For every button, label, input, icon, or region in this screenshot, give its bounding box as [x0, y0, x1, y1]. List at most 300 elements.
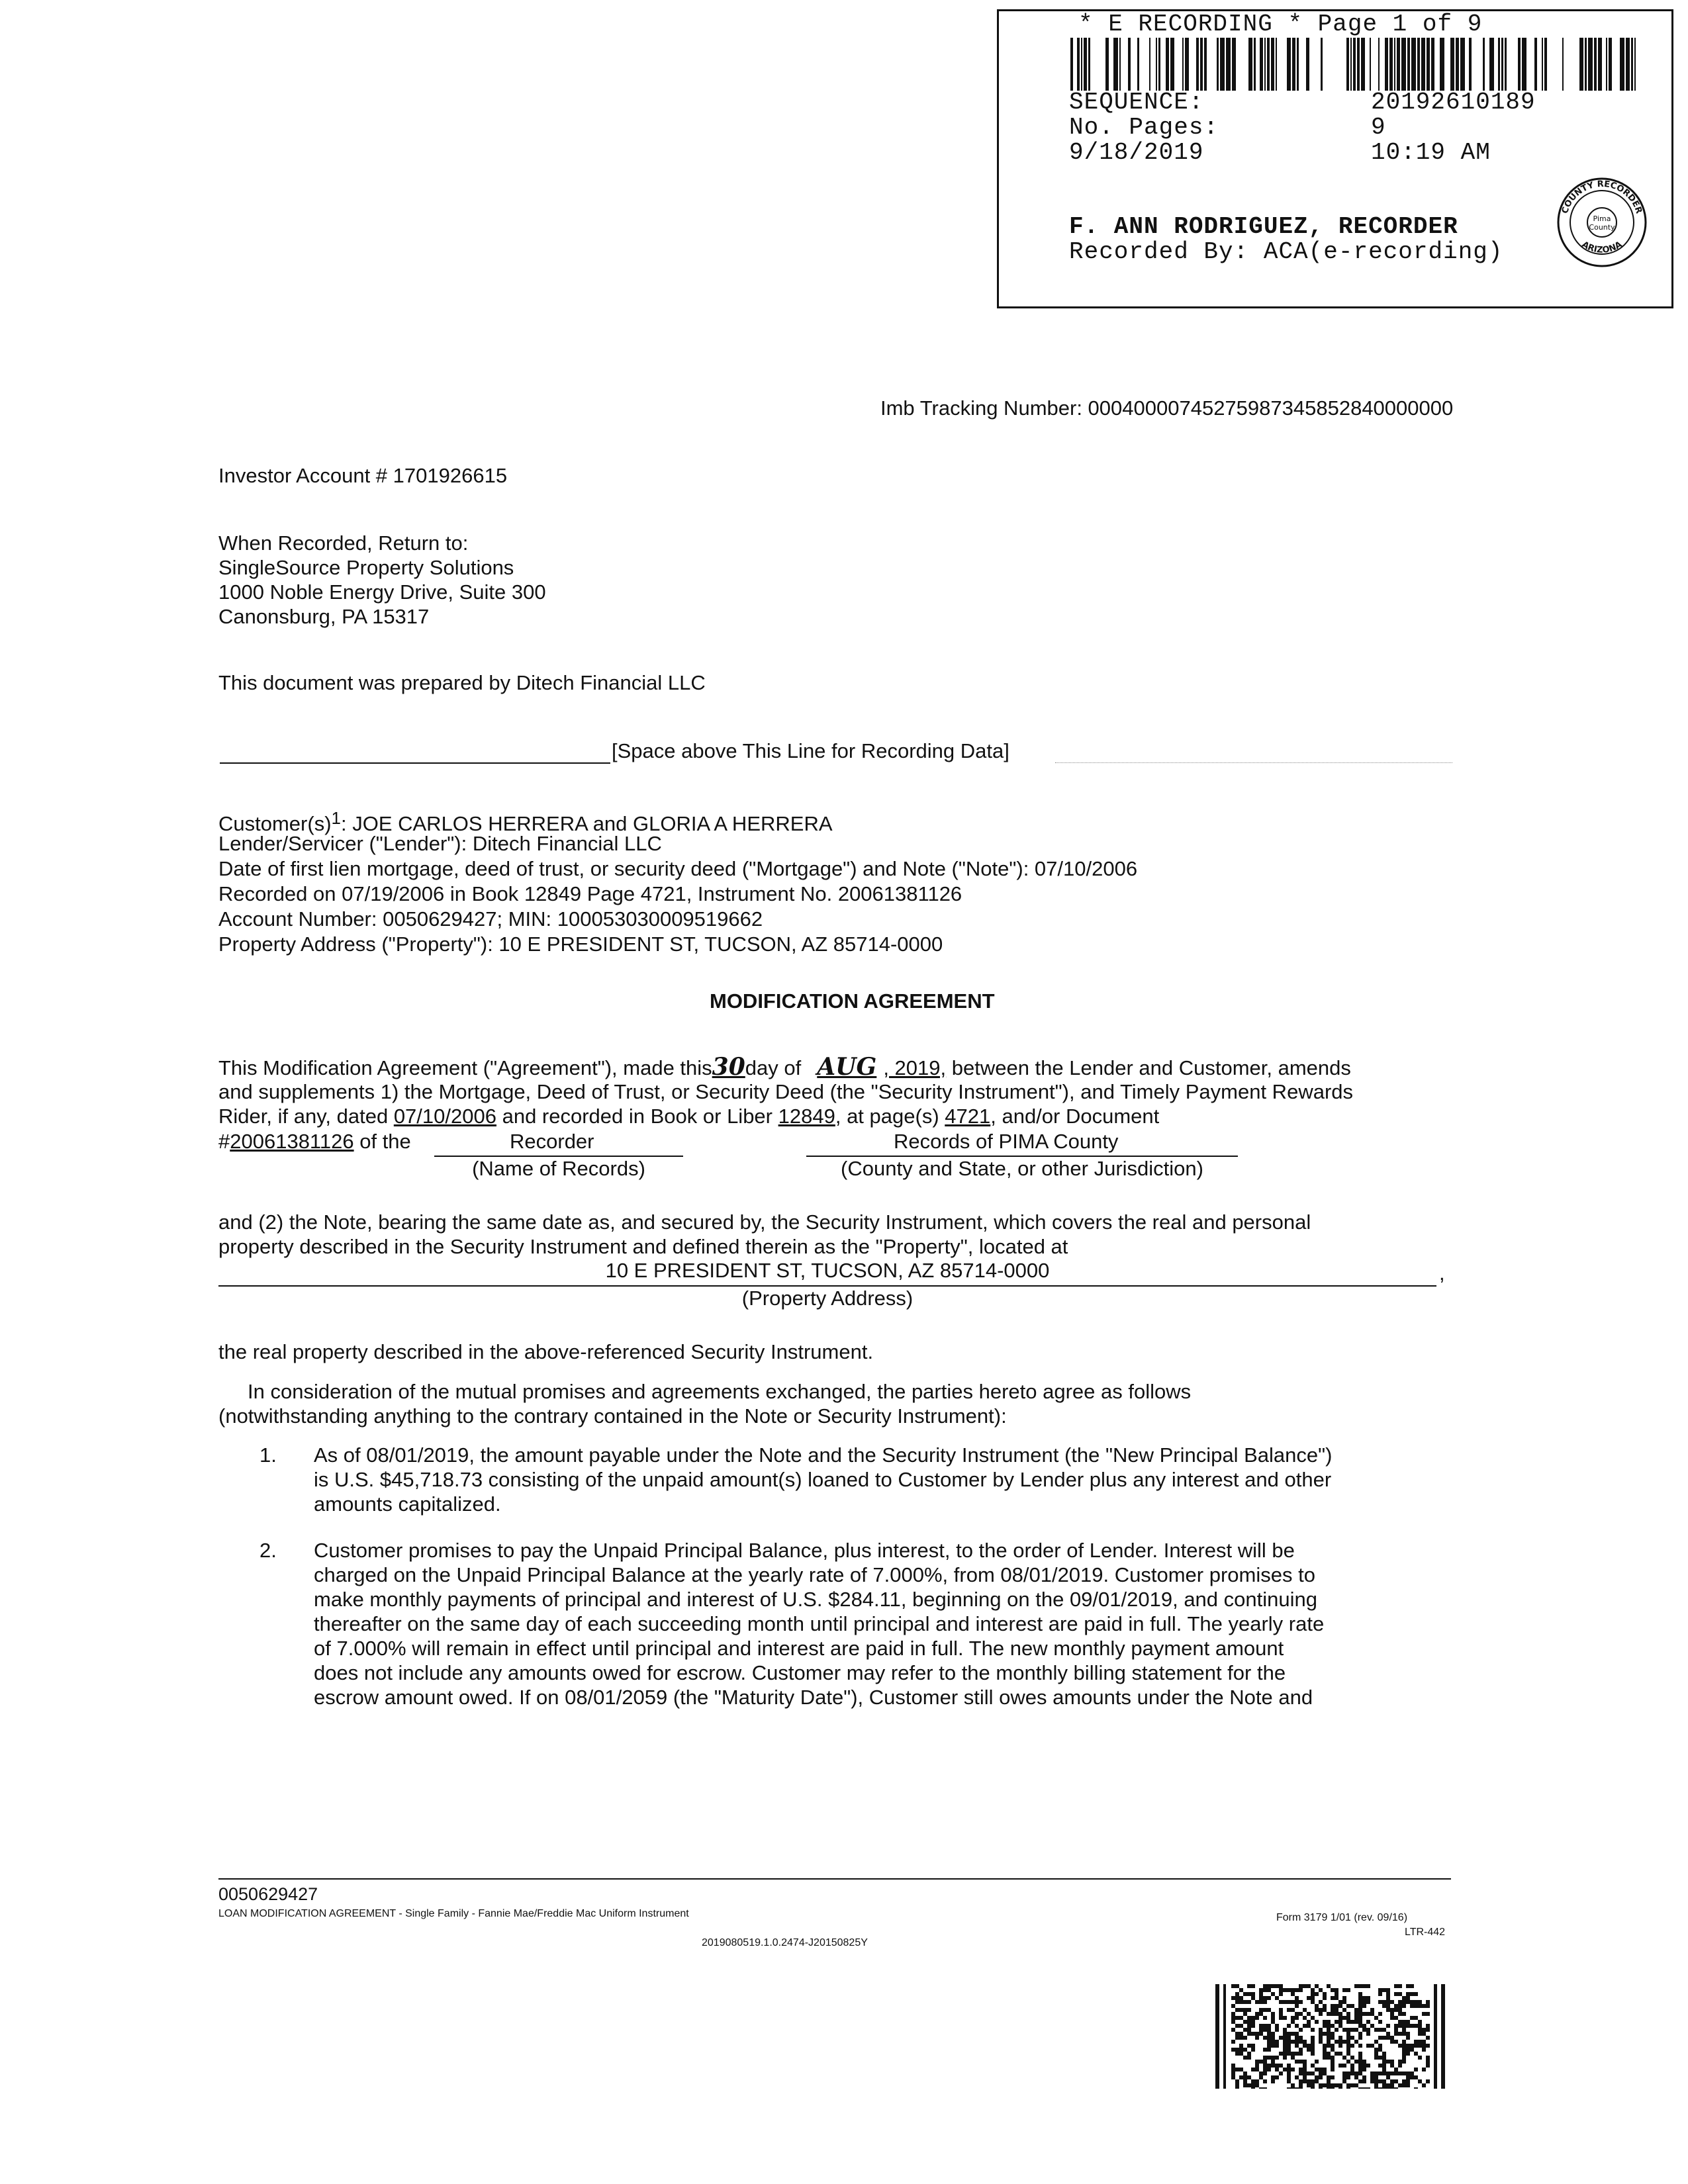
barcode-module	[1267, 1996, 1271, 2000]
recorded-on-line: Recorded on 07/19/2006 in Book 12849 Page 4721, Instrument No. 20061381126	[218, 882, 962, 905]
barcode-module	[1239, 1996, 1243, 2000]
barcode-module	[1291, 2056, 1295, 2060]
barcode-module	[1386, 2032, 1390, 2036]
barcode-module	[1267, 1988, 1271, 1992]
agreement-line-6: property described in the Security Instrument and defined therein as the "Property", located at	[218, 1235, 1068, 1258]
barcode-module	[1275, 2075, 1279, 2079]
barcode-module	[1374, 2048, 1378, 2052]
barcode-module	[1386, 2087, 1390, 2089]
barcode-module	[1426, 2012, 1430, 2016]
barcode-module	[1410, 2004, 1414, 2008]
barcode-module	[1346, 2075, 1350, 2079]
barcode-bar	[1276, 38, 1277, 91]
barcode-bar	[1361, 38, 1365, 91]
barcode-module	[1378, 2012, 1382, 2016]
barcode-module	[1394, 2008, 1398, 2012]
barcode-module	[1239, 1988, 1243, 1992]
barcode-module	[1426, 2028, 1430, 2032]
barcode-bar	[1522, 38, 1526, 91]
barcode-module	[1398, 1984, 1402, 1988]
barcode-bar	[1378, 38, 1380, 91]
barcode-module	[1358, 2087, 1362, 2089]
barcode-bar	[1077, 38, 1080, 91]
barcode-module	[1418, 2032, 1422, 2036]
barcode-module	[1287, 2068, 1291, 2071]
barcode-module	[1414, 2068, 1418, 2071]
barcode-frame-bar	[1434, 1984, 1437, 2089]
barcode-module	[1350, 2044, 1354, 2048]
barcode-module	[1346, 2032, 1350, 2036]
item-2-line-3: make monthly payments of principal and interest of U.S. $284.11, beginning on the 09/01/2019, and continuing	[314, 1588, 1317, 1611]
barcode-module	[1374, 2083, 1378, 2087]
barcode-module	[1299, 2036, 1303, 2040]
barcode-module	[1263, 2060, 1267, 2064]
barcode-bar	[1248, 38, 1252, 91]
barcode-module	[1239, 2000, 1243, 2004]
barcode-module	[1243, 2083, 1247, 2087]
barcode-module	[1283, 2016, 1287, 2020]
barcode-module	[1299, 2071, 1303, 2075]
barcode-module	[1382, 2064, 1386, 2068]
barcode-bar	[1421, 38, 1425, 91]
barcode-bar	[1217, 38, 1219, 91]
barcode-module	[1323, 2004, 1327, 2008]
barcode-module	[1382, 2087, 1386, 2089]
barcode-module	[1402, 2004, 1406, 2008]
barcode-module	[1422, 2004, 1426, 2008]
page-label: , at page(s)	[835, 1105, 945, 1128]
item-2-line-5: of 7.000% will remain in effect until principal and interest are paid in full. The new monthly payment amount	[314, 1637, 1284, 1660]
barcode-module	[1362, 2064, 1366, 2068]
barcode-bar	[1505, 38, 1507, 91]
barcode-module	[1303, 2075, 1307, 2079]
barcode-module	[1303, 1984, 1307, 1988]
property-address-value: 10 E PRESIDENT ST, TUCSON, AZ 85714-0000	[605, 1259, 1050, 1282]
barcode-module	[1287, 2075, 1291, 2079]
barcode-module	[1279, 1992, 1283, 1996]
name-of-records-label: (Name of Records)	[472, 1157, 645, 1180]
barcode-module	[1235, 2008, 1239, 2012]
barcode-module	[1354, 2008, 1358, 2012]
barcode-module	[1319, 2040, 1323, 2044]
barcode-module	[1267, 2040, 1271, 2044]
barcode-module	[1358, 2016, 1362, 2020]
barcode-module	[1235, 1996, 1239, 2000]
barcode-module	[1235, 1984, 1239, 1988]
barcode-module	[1299, 2052, 1303, 2056]
barcode-module	[1331, 1996, 1335, 2000]
barcode-module	[1263, 2064, 1267, 2068]
barcode-module	[1239, 2024, 1243, 2028]
barcode-module	[1362, 2028, 1366, 2032]
barcode-module	[1287, 2044, 1291, 2048]
barcode-module	[1406, 1984, 1410, 1988]
barcode-module	[1402, 2079, 1406, 2083]
barcode-bar	[1489, 38, 1494, 91]
barcode-module	[1259, 2087, 1263, 2089]
barcode-module	[1378, 2048, 1382, 2052]
barcode-module	[1319, 2008, 1323, 2012]
barcode-module	[1243, 2075, 1247, 2079]
barcode-module	[1378, 2079, 1382, 2083]
seal-text-county: County	[1589, 223, 1615, 232]
barcode-module	[1287, 2087, 1291, 2089]
barcode-module	[1418, 2004, 1422, 2008]
barcode-bar	[1287, 38, 1291, 91]
agreement-year: , 2019,	[883, 1056, 947, 1079]
barcode-module	[1295, 2024, 1299, 2028]
barcode-bar	[1357, 38, 1360, 91]
document-title: MODIFICATION AGREEMENT	[710, 989, 995, 1013]
barcode-module	[1275, 2024, 1279, 2028]
barcode-module	[1263, 1996, 1267, 2000]
recorder-value: Recorder	[510, 1130, 594, 1153]
barcode-module	[1291, 2068, 1295, 2071]
barcode-module	[1410, 1984, 1414, 1988]
barcode-module	[1331, 2048, 1335, 2052]
barcode-module	[1299, 2012, 1303, 2016]
barcode-module	[1378, 1988, 1382, 1992]
barcode-module	[1398, 2083, 1402, 2087]
barcode-module	[1350, 2028, 1354, 2032]
barcode-module	[1303, 2068, 1307, 2071]
barcode-module	[1346, 2028, 1350, 2032]
barcode-module	[1295, 1988, 1299, 1992]
barcode-bar	[1158, 38, 1160, 91]
barcode-module	[1311, 2083, 1315, 2087]
barcode-module	[1331, 2012, 1335, 2016]
barcode-module	[1406, 2048, 1410, 2052]
barcode-module	[1350, 2036, 1354, 2040]
barcode-module	[1386, 2075, 1390, 2079]
barcode-module	[1374, 2040, 1378, 2044]
barcode-module	[1406, 2000, 1410, 2004]
barcode-module	[1358, 2044, 1362, 2048]
barcode-module	[1279, 2052, 1283, 2056]
agreement-day-of: day of	[745, 1056, 802, 1079]
barcode-bar	[1544, 38, 1547, 91]
footer-ltr-code: LTR-442	[1405, 1927, 1446, 1938]
barcode-module	[1295, 2012, 1299, 2016]
barcode-module	[1386, 1988, 1390, 1992]
barcode-bar	[1518, 38, 1521, 91]
barcode-module	[1287, 2048, 1291, 2052]
barcode-module	[1263, 2016, 1267, 2020]
barcode-module	[1275, 1984, 1279, 1988]
barcode-module	[1271, 1992, 1275, 1996]
barcode-module	[1358, 2020, 1362, 2024]
barcode-module	[1299, 2068, 1303, 2071]
barcode-module	[1358, 2024, 1362, 2028]
barcode-module	[1402, 2040, 1406, 2044]
barcode-module	[1366, 1996, 1370, 2000]
footer-document-id: 2019080519.1.0.2474-J20150825Y	[702, 1937, 868, 1948]
barcode-module	[1251, 2024, 1255, 2028]
barcode-module	[1402, 2024, 1406, 2028]
barcode-bar	[1226, 38, 1231, 91]
barcode-module	[1247, 2000, 1251, 2004]
barcode-module	[1307, 1996, 1311, 2000]
barcode-bar	[1631, 38, 1633, 91]
barcode-module	[1291, 2020, 1295, 2024]
barcode-module	[1299, 2000, 1303, 2004]
barcode-module	[1327, 2087, 1331, 2089]
barcode-module	[1350, 2020, 1354, 2024]
barcode-module	[1390, 2083, 1394, 2087]
barcode-module	[1418, 2040, 1422, 2044]
barcode-module	[1243, 2020, 1247, 2024]
barcode-module	[1335, 2040, 1338, 2044]
barcode-module	[1243, 2071, 1247, 2075]
barcode-module	[1402, 2056, 1406, 2060]
item-2-line-7: escrow amount owed. If on 08/01/2059 (the "Maturity Date"), Customer still owes amounts under the Note and	[314, 1686, 1313, 1709]
barcode-module	[1338, 2004, 1342, 2008]
barcode-bar	[1585, 38, 1587, 91]
barcode-bar	[1534, 38, 1537, 91]
barcode-module	[1378, 1992, 1382, 1996]
barcode-bar	[1260, 38, 1263, 91]
barcode-module	[1422, 2068, 1426, 2071]
barcode-module	[1386, 1992, 1390, 1996]
barcode-module	[1426, 2064, 1430, 2068]
return-to-line-1: When Recorded, Return to:	[218, 531, 469, 555]
barcode-module	[1402, 2083, 1406, 2087]
stamp-recorder: F. ANN RODRIGUEZ, RECORDER	[1069, 213, 1458, 240]
barcode-module	[1263, 2000, 1267, 2004]
barcode-module	[1346, 2052, 1350, 2056]
barcode-module	[1390, 2079, 1394, 2083]
barcode-module	[1235, 2052, 1239, 2056]
barcode-module	[1390, 2036, 1394, 2040]
barcode-module	[1263, 2071, 1267, 2075]
barcode-module	[1231, 2004, 1235, 2008]
barcode-bar	[1397, 38, 1400, 91]
barcode-bar	[1370, 38, 1371, 91]
barcode-module	[1303, 2016, 1307, 2020]
barcode-module	[1342, 2008, 1346, 2012]
barcode-module	[1251, 2020, 1255, 2024]
barcode-bar	[1170, 38, 1174, 91]
barcode-module	[1410, 2044, 1414, 2048]
barcode-module	[1362, 2000, 1366, 2004]
barcode-module	[1271, 2012, 1275, 2016]
barcode-module	[1235, 2048, 1239, 2052]
item-1-number: 1.	[259, 1443, 277, 1467]
barcode-module	[1350, 2064, 1354, 2068]
barcode-module	[1235, 2024, 1239, 2028]
agreement-between: between the Lender and Customer, amends	[946, 1056, 1351, 1079]
barcode-module	[1410, 2000, 1414, 2004]
barcode-module	[1390, 2060, 1394, 2064]
barcode-module	[1402, 2048, 1406, 2052]
barcode-module	[1382, 2036, 1386, 2040]
barcode-module	[1299, 1988, 1303, 1992]
barcode-module	[1231, 2064, 1235, 2068]
barcode-module	[1239, 2048, 1243, 2052]
item-2-line-1: Customer promises to pay the Unpaid Principal Balance, plus interest, to the order of Lender. Interest will be	[314, 1539, 1295, 1562]
barcode-module	[1319, 2068, 1323, 2071]
barcode-module	[1406, 2083, 1410, 2087]
customers-value: : JOE CARLOS HERRERA and GLORIA A HERRERA	[340, 812, 833, 835]
barcode-module	[1350, 2083, 1354, 2087]
barcode-module	[1378, 2036, 1382, 2040]
barcode-module	[1291, 2000, 1295, 2004]
barcode-module	[1382, 2056, 1386, 2060]
barcode-module	[1426, 2060, 1430, 2064]
barcode-module	[1346, 2020, 1350, 2024]
item-2-line-4: thereafter on the same day of each succeeding month until principal and interest are paid in full. The yearly rate	[314, 1612, 1325, 1635]
barcode-module	[1338, 2020, 1342, 2024]
barcode-module	[1346, 2071, 1350, 2075]
barcode-module	[1378, 2044, 1382, 2048]
barcode-module	[1362, 1996, 1366, 2000]
barcode-module	[1394, 2028, 1398, 2032]
barcode-bar	[1220, 38, 1225, 91]
barcode-module	[1311, 1988, 1315, 1992]
barcode-module	[1338, 2036, 1342, 2040]
rider-date: 07/10/2006	[393, 1105, 496, 1128]
barcode-module	[1378, 2087, 1382, 2089]
barcode-module	[1398, 2004, 1402, 2008]
barcode-module	[1362, 2004, 1366, 2008]
barcode-module	[1374, 2056, 1378, 2060]
barcode-bar	[1196, 38, 1199, 91]
barcode-module	[1247, 1984, 1251, 1988]
barcode-module	[1327, 2024, 1331, 2028]
stamp-pages-value: 9	[1371, 114, 1386, 141]
barcode-module	[1239, 2036, 1243, 2040]
barcode-module	[1323, 2032, 1327, 2036]
barcode-module	[1323, 2068, 1327, 2071]
agreement-made-this: This Modification Agreement ("Agreement"), made this	[218, 1056, 712, 1079]
barcode-module	[1291, 2032, 1295, 2036]
barcode-module	[1402, 2020, 1406, 2024]
barcode-module	[1331, 2083, 1335, 2087]
return-to-line-2: SingleSource Property Solutions	[218, 556, 514, 579]
barcode-module	[1323, 1996, 1327, 2000]
barcode-module	[1287, 2036, 1291, 2040]
barcode-bar	[1185, 38, 1189, 91]
barcode-module	[1346, 2048, 1350, 2052]
barcode-bar	[1417, 38, 1420, 91]
barcode-bar	[1149, 38, 1150, 91]
county-recorder-seal	[1555, 175, 1649, 269]
barcode-module	[1267, 2048, 1271, 2052]
barcode-module	[1370, 2075, 1374, 2079]
barcode-module	[1402, 2071, 1406, 2075]
barcode-module	[1374, 2071, 1378, 2075]
barcode-module	[1358, 2071, 1362, 2075]
barcode-module	[1255, 2064, 1259, 2068]
barcode-bar	[1456, 38, 1459, 91]
barcode-module	[1394, 2032, 1398, 2036]
barcode-module	[1319, 2075, 1323, 2079]
barcode-module	[1255, 2068, 1259, 2071]
barcode-module	[1346, 2083, 1350, 2087]
barcode-module	[1335, 2052, 1338, 2056]
barcode-module	[1331, 2032, 1335, 2036]
barcode-module	[1251, 1992, 1255, 1996]
barcode-module	[1406, 2052, 1410, 2056]
barcode-module	[1406, 2036, 1410, 2040]
barcode-module	[1263, 1988, 1267, 1992]
barcode-module	[1335, 2012, 1338, 2016]
barcode-module	[1398, 2020, 1402, 2024]
barcode-module	[1247, 2056, 1251, 2060]
barcode-module	[1231, 2068, 1235, 2071]
barcode-module	[1303, 2071, 1307, 2075]
barcode-module	[1378, 2000, 1382, 2004]
barcode-module	[1235, 2083, 1239, 2087]
barcode-module	[1303, 2060, 1307, 2064]
item-2-line-6: does not include any amounts owed for escrow. Customer may refer to the monthly billing statement for the	[314, 1661, 1286, 1684]
barcode-module	[1374, 2079, 1378, 2083]
barcode-module	[1358, 2068, 1362, 2071]
stamp-sequence-label: SEQUENCE:	[1069, 89, 1204, 116]
barcode-module	[1414, 2075, 1418, 2079]
barcode-module	[1406, 2075, 1410, 2079]
barcode-module	[1390, 2071, 1394, 2075]
first-lien-date-line: Date of first lien mortgage, deed of trust, or security deed ("Mortgage") and Note ("Note"): 07/10/2006	[218, 857, 1138, 880]
barcode-module	[1346, 2060, 1350, 2064]
barcode-module	[1378, 2028, 1382, 2032]
barcode-module	[1358, 2056, 1362, 2060]
barcode-module	[1259, 1996, 1263, 2000]
barcode-module	[1263, 1984, 1267, 1988]
barcode-module	[1255, 2079, 1259, 2083]
barcode-module	[1406, 1992, 1410, 1996]
barcode-module	[1426, 2056, 1430, 2060]
barcode-module	[1271, 2056, 1275, 2060]
barcode-module	[1327, 2079, 1331, 2083]
seal-text-pima: Pima	[1593, 214, 1611, 223]
barcode-module	[1378, 2071, 1382, 2075]
book-label: and recorded in Book or Liber	[496, 1105, 778, 1128]
barcode-bar	[1232, 38, 1236, 91]
barcode-module	[1315, 1984, 1319, 1988]
barcode-module	[1354, 2040, 1358, 2044]
barcode-module	[1370, 2071, 1374, 2075]
barcode-module	[1287, 2008, 1291, 2012]
barcode-module	[1382, 2083, 1386, 2087]
barcode-module	[1295, 2000, 1299, 2004]
barcode-module	[1327, 2028, 1331, 2032]
barcode-module	[1247, 2016, 1251, 2020]
barcode-module	[1291, 2040, 1295, 2044]
barcode-module	[1247, 2032, 1251, 2036]
barcode-module	[1426, 2036, 1430, 2040]
seal-text-bottom: ARIZONA	[1579, 240, 1624, 255]
barcode-module	[1263, 2087, 1267, 2089]
barcode-module	[1267, 2056, 1271, 2060]
barcode-module	[1307, 2071, 1311, 2075]
barcode-module	[1346, 2087, 1350, 2089]
barcode-module	[1231, 2020, 1235, 2024]
barcode-module	[1398, 2008, 1402, 2012]
barcode-module	[1295, 2036, 1299, 2040]
barcode-module	[1422, 2012, 1426, 2016]
barcode-module	[1279, 1988, 1283, 1992]
barcode-bar	[1321, 38, 1323, 91]
barcode-bar	[1105, 38, 1109, 91]
barcode-module	[1319, 2087, 1323, 2089]
barcode-bar	[1204, 38, 1207, 91]
barcode-module	[1370, 2008, 1374, 2012]
barcode-module	[1362, 2079, 1366, 2083]
barcode-module	[1327, 2083, 1331, 2087]
barcode-module	[1346, 2044, 1350, 2048]
barcode-module	[1235, 2016, 1239, 2020]
